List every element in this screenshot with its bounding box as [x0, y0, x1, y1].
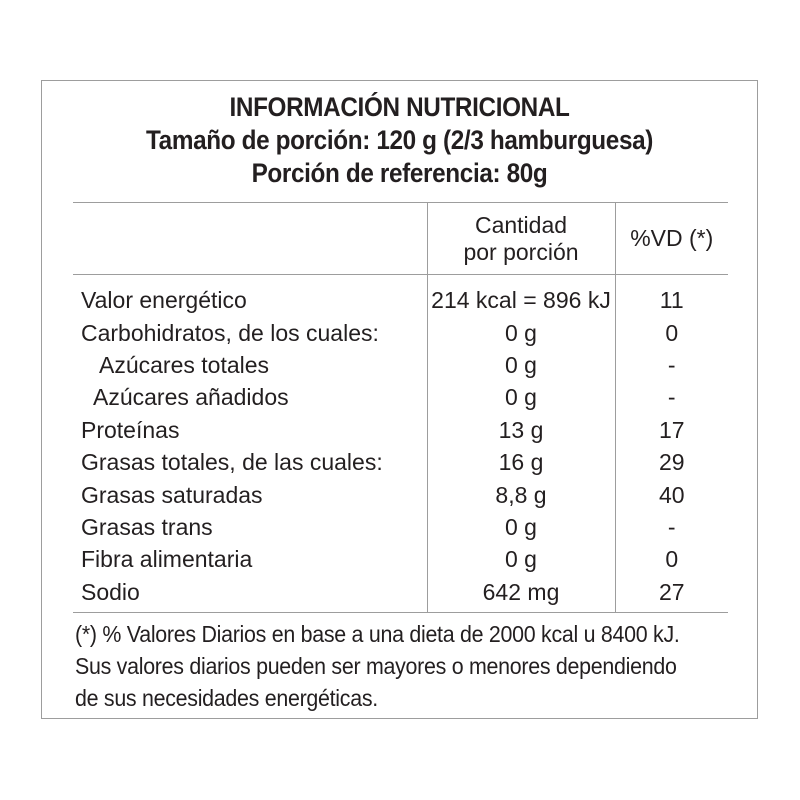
table-row: [73, 576, 728, 613]
nutrient-vd: -: [667, 513, 676, 540]
reference-portion: Porción de referencia: 80g: [251, 158, 548, 188]
nutrient-amount: 0 g: [427, 543, 615, 575]
nutrient-vd: 40: [658, 481, 685, 508]
nutrient-vd: 0: [665, 319, 679, 346]
table-row: [73, 543, 728, 575]
nutrient-name: Proteínas: [81, 416, 180, 443]
nutrient-amount: 8,8 g: [427, 478, 615, 510]
table-row: [73, 414, 728, 446]
nutrient-name: Fibra alimentaria: [81, 546, 253, 573]
nutrition-facts-label: [41, 80, 758, 719]
nutrition-table: [73, 202, 728, 613]
nutrient-amount: 16 g: [427, 446, 615, 478]
column-header-amount-line1: Cantidad: [474, 211, 568, 238]
table-row: [73, 275, 728, 317]
table-row: [73, 316, 728, 348]
column-header-amount: [427, 203, 615, 275]
nutrient-amount: 13 g: [427, 414, 615, 446]
nutrient-vd: 17: [658, 416, 685, 443]
nutrient-vd: 11: [659, 287, 684, 314]
column-header-amount-line2: por porción: [463, 238, 579, 265]
nutrient-name: Sodio: [73, 576, 427, 613]
nutrient-name: Grasas trans: [81, 513, 213, 540]
nutrition-table-wrap: [73, 202, 728, 613]
label-header: [42, 91, 757, 190]
footnote-line: (*) % Valores Diarios en base a una dieta de 2000 kcal u 8400 kJ.: [75, 621, 680, 647]
nutrient-name: Valor energético: [81, 287, 247, 314]
nutrient-name: Azúcares totales: [99, 351, 270, 378]
nutrient-amount: 0 g: [427, 381, 615, 413]
nutrient-vd: -: [667, 351, 676, 378]
nutrient-amount: 214 kcal = 896 kJ: [427, 275, 615, 317]
nutrient-vd: 0: [665, 546, 679, 573]
nutrient-name: Azúcares añadidos: [93, 384, 289, 411]
table-row: [73, 511, 728, 543]
nutrient-amount: 642 mg: [427, 576, 615, 613]
nutrient-name: Carbohidratos, de los cuales:: [81, 319, 379, 346]
daily-values-footnote: [75, 618, 735, 714]
nutrient-amount: 0 g: [427, 349, 615, 381]
label-title: INFORMACIÓN NUTRICIONAL: [229, 92, 570, 122]
nutrient-vd: -: [667, 384, 676, 411]
column-header-vd: %VD (*): [615, 203, 728, 275]
table-row: [73, 381, 728, 413]
column-header-nutrient: [73, 203, 427, 275]
nutrient-amount: 0 g: [427, 316, 615, 348]
footnote-line: de sus necesidades energéticas.: [75, 685, 378, 711]
table-header-row: [73, 203, 728, 275]
serving-size: Tamaño de porción: 120 g (2/3 hamburguesa): [145, 125, 653, 155]
nutrient-name: Grasas totales, de las cuales:: [81, 449, 383, 476]
table-row: [73, 349, 728, 381]
nutrient-vd: 27: [615, 576, 728, 613]
footnote-line: Sus valores diarios pueden ser mayores o menores dependiendo: [75, 653, 677, 679]
nutrient-vd: 29: [658, 449, 685, 476]
nutrient-amount: 0 g: [427, 511, 615, 543]
nutrient-name: Grasas saturadas: [81, 481, 263, 508]
table-row: [73, 446, 728, 478]
table-row: [73, 478, 728, 510]
